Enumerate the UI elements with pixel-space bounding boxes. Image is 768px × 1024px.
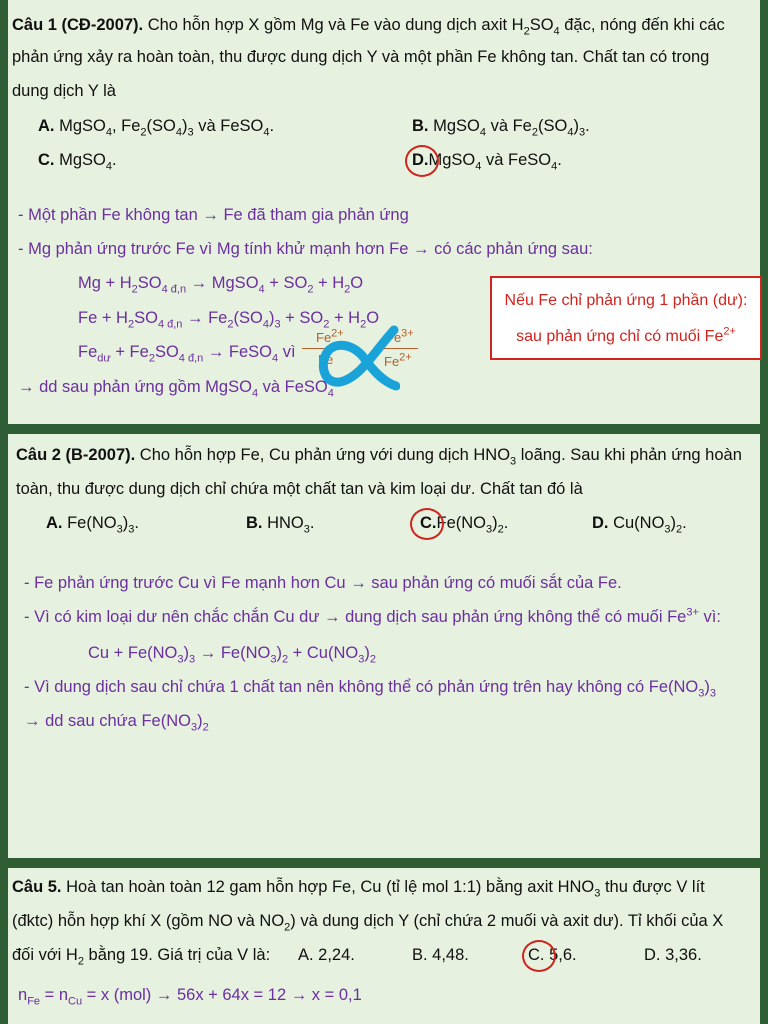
q1-option-a[interactable]: A. MgSO$_4$, $Fe_2(SO_4)_3$ và FeSO$_4$.	[38, 117, 275, 139]
answer-circle	[522, 940, 556, 972]
question-5-panel	[8, 868, 760, 1024]
reaction-cu: $Cu + Fe(NO_3)_3 \to Fe(NO_3)_2 + Cu(NO_3)_2$	[88, 644, 376, 666]
q2-solution-line-1: - Fe phản ứng trước Cu vì Fe mạnh hơn Cu → sau phản ứng có muối sắt của Fe.	[24, 574, 622, 592]
q1-stem-line-2: phản ứng xảy ra hoàn toàn, thu được dung dịch Y và một phần Fe không tan. Chất tan có trong	[12, 48, 710, 66]
q2-option-d[interactable]: D. $Cu(NO_3)_2$.	[592, 514, 687, 536]
q1-stem-line-1: Câu 1 (CĐ-2007). Cho hỗn hợp X gồm Mg và Fe vào dung dịch axit $H_2SO_4$ đặc, nóng đến khi các	[12, 16, 725, 38]
question-1-panel	[8, 0, 760, 424]
reaction-2: $Fe + H_2SO_{4 đ,n} \to Fe_2(SO_4)_3 + SO_2 + H_2O$	[78, 309, 380, 331]
q1-solution-line-1: - Một phần Fe không tan → Fe đã tham gia phản ứng	[18, 206, 409, 224]
note-box	[490, 276, 762, 360]
q5-solution-line-1: $n_{Fe} = n_{Cu} = x$ (mol) → 56x + 64x = 12 → x = 0,1	[18, 986, 362, 1008]
q1-conclusion: → dd sau phản ứng gồm MgSO$_4$ và FeSO$_4$	[18, 378, 334, 400]
q1-stem-line-3: dung dịch Y là	[12, 82, 116, 100]
answer-circle	[410, 508, 444, 540]
q2-stem-line-2: toàn, thu được dung dịch chỉ chứa một chất tan và kim loại dư. Chất tan đó là	[16, 480, 583, 498]
reaction-3: $Fe_{dư} + Fe_2SO_{4 đ,n}$ → FeSO$_4$ vì	[78, 343, 296, 365]
q2-solution-line-3: - Vì dung dịch sau chỉ chứa 1 chất tan nên không thể có phản ứng trên hay không có $Fe(NO_3)_3$	[24, 678, 717, 700]
fraction-fe-denominator: Fe	[318, 352, 334, 367]
q5-option-b[interactable]: B. 4,48.	[412, 946, 469, 964]
q1-option-b[interactable]: B. MgSO$_4$ và $Fe_2(SO_4)_3$.	[412, 117, 590, 139]
note-line-2: sau phản ứng chỉ có muối $Fe^{2+}$	[516, 325, 736, 345]
reaction-1: $Mg + H_2SO_{4 đ,n}$ → MgSO$_4$ + $SO_2 + H_2O$	[78, 274, 364, 296]
q5-option-a[interactable]: A. 2,24.	[298, 946, 355, 964]
q5-stem-line-1: Câu 5. Hoà tan hoàn toàn 12 gam hỗn hợp Fe, Cu (tỉ lệ mol 1:1) bằng axit $HNO_3$ thu được V lít	[12, 878, 705, 900]
question-2-panel	[8, 434, 760, 858]
q5-stem-line-3: đối với $H_2$ bằng 19. Giá trị của V là:	[12, 946, 271, 968]
q2-solution-line-2: - Vì có kim loại dư nên chắc chắn Cu dư → dung dịch sau phản ứng không thể có muối $Fe^{3+}$ vì:	[24, 606, 721, 626]
q5-option-c[interactable]: C. 5,6.	[528, 946, 577, 964]
q2-option-a[interactable]: A. $Fe(NO_3)_3$.	[46, 514, 139, 536]
q2-option-b[interactable]: B. $HNO_3$.	[246, 514, 315, 536]
note-line-1: Nếu Fe chỉ phản ứng 1 phần (dư):	[504, 292, 748, 309]
answer-circle	[405, 145, 439, 177]
q5-option-d[interactable]: D. 3,36.	[644, 946, 702, 964]
fraction-fe2-numerator: $Fe^{2+}$	[316, 327, 344, 345]
q2-stem-line-1: Câu 2 (B-2007). Cho hỗn hợp Fe, Cu phản ứng với dung dịch $HNO_3$ loãng. Sau khi phản ứng hoàn	[16, 446, 742, 468]
q5-stem-line-2: (đktc) hỗn hợp khí X (gồm NO và $NO_2$) và dung dịch Y (chỉ chứa 2 muối và axit dư). Tỉ khối của X	[12, 912, 724, 934]
fraction-fe3-numerator: $Fe^{3+}$	[386, 327, 414, 345]
q1-solution-line-2: - Mg phản ứng trước Fe vì Mg tính khử mạnh hơn Fe → có các phản ứng sau:	[18, 240, 593, 258]
fraction-fe2-denominator: $Fe^{2+}$	[384, 351, 412, 369]
q2-option-c[interactable]: $C.Fe(NO_3)_2$.	[420, 514, 509, 536]
q1-option-c[interactable]: C. MgSO$_4$.	[38, 151, 117, 173]
q1-option-d[interactable]: D.MgSO$_4$ và FeSO$_4$.	[412, 151, 562, 173]
q2-conclusion: → dd sau chứa $Fe(NO_3)_2$	[24, 712, 209, 734]
